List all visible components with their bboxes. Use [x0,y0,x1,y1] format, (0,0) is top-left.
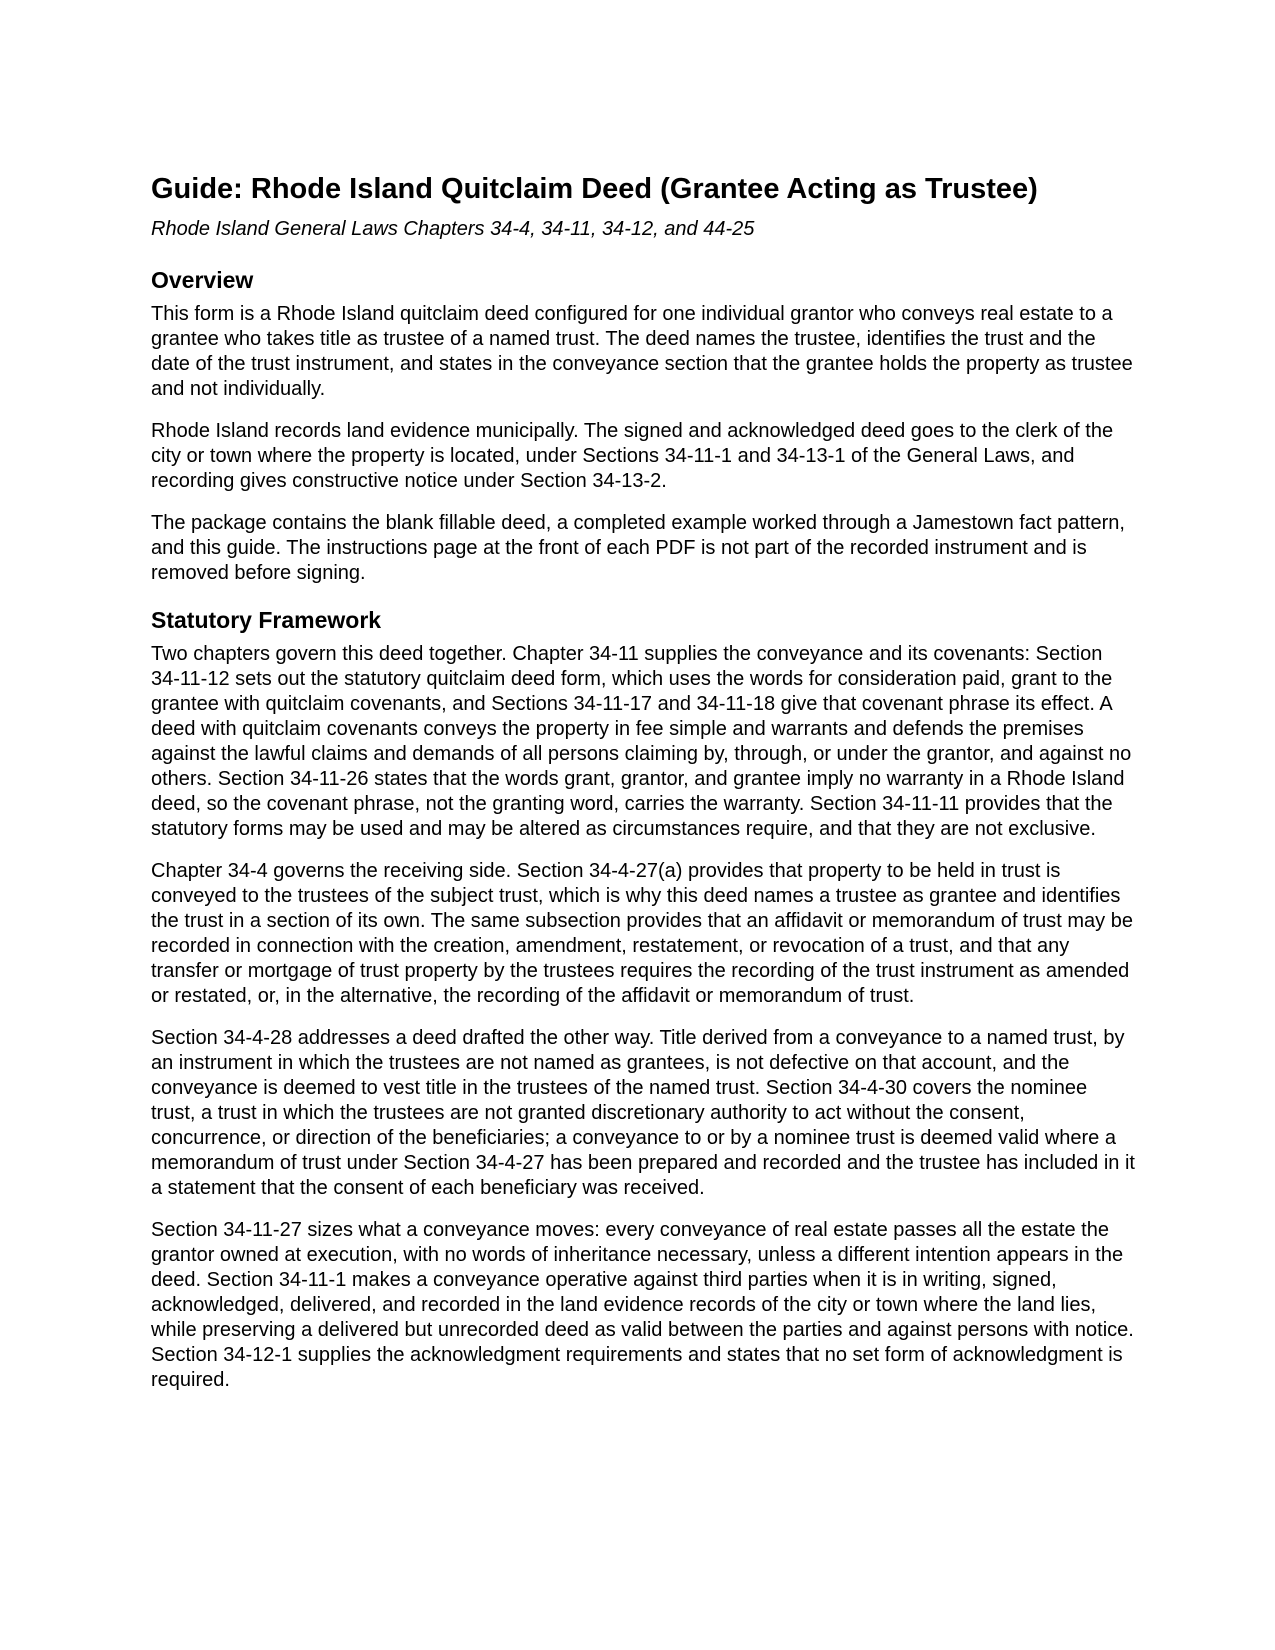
document-title: Guide: Rhode Island Quitclaim Deed (Grantee Acting as Trustee) [151,173,1038,205]
overview-heading: Overview [151,267,254,293]
statutory-framework-paragraph: Chapter 34-4 governs the receiving side. Section 34-4-27(a) provides that property to be held in trust is conveyed to the trustees of the subject trust, which is why this deed names a trustee as grantee and identifies the trust in a section of its own. The same subsection provides that an affidavit or memorandum of trust may be recorded in connection with the creation, amendment, restatement, or revocation of a trust, and that any transfer or mortgage of trust property by the trustees requires the recording of the trust instrument as amended or restated, or, in the alternative, the recording of the affidavit or memorandum of trust. [151,860,1133,1007]
document-subtitle: Rhode Island General Laws Chapters 34-4, 34-11, 34-12, and 44-25 [151,218,755,240]
overview-paragraph: This form is a Rhode Island quitclaim deed configured for one individual grantor who conveys real estate to a grantee who takes title as trustee of a named trust. The deed names the trustee, identifies the trust and the date of the trust instrument, and states in the conveyance section that the grantee holds the property as trustee and not individually. [151,303,1133,400]
statutory-framework-section [151,606,1136,1393]
statutory-framework-heading: Statutory Framework [151,607,382,633]
overview-section [151,266,1136,586]
statutory-framework-paragraph: Section 34-4-28 addresses a deed drafted the other way. Title derived from a conveyance to a named trust, by an instrument in which the trustees are not named as grantees, is not defective on that account, and the conveyance is deemed to vest title in the trustees of the named trust. Section 34-4-30 covers the nominee trust, a trust in which the trustees are not granted discretionary authority to act without the consent, concurrence, or direction of the beneficiaries; a conveyance to or by a nominee trust is deemed valid where a memorandum of trust under Section 34-4-27 has been prepared and recorded and the trustee has included in it a statement that the consent of each beneficiary was received. [151,1027,1135,1199]
statutory-framework-paragraph: Section 34-11-27 sizes what a conveyance moves: every conveyance of real estate passes all the estate the grantor owned at execution, with no words of inheritance necessary, unless a different intention appears in the deed. Section 34-11-1 makes a conveyance operative against third parties when it is in writing, signed, acknowledged, delivered, and recorded in the land evidence records of the city or town where the land lies, while preserving a delivered but unrecorded deed as valid between the parties and against persons with notice. Section 34-12-1 supplies the acknowledgment requirements and states that no set form of acknowledgment is required. [151,1219,1134,1391]
statutory-framework-paragraph: Two chapters govern this deed together. Chapter 34-11 supplies the conveyance and its covenants: Section 34-11-12 sets out the statutory quitclaim deed form, which uses the words for consideration paid, grant to the grantee with quitclaim covenants, and Sections 34-11-17 and 34-11-18 give that covenant phrase its effect. A deed with quitclaim covenants conveys the property in fee simple and warrants and defends the premises against the lawful claims and demands of all persons claiming by, through, or under the grantor, and against no others. Section 34-11-26 states that the words grant, grantor, and grantee imply no warranty in a Rhode Island deed, so the covenant phrase, not the granting word, carries the warranty. Section 34-11-11 provides that the statutory forms may be used and may be altered as circumstances require, and that they are not exclusive. [151,643,1132,840]
overview-paragraph: The package contains the blank fillable deed, a completed example worked through a Jamestown fact pattern, and this guide. The instructions page at the front of each PDF is not part of the recorded instrument and is removed before signing. [151,512,1125,584]
document-page [151,172,1136,1393]
overview-paragraph: Rhode Island records land evidence municipally. The signed and acknowledged deed goes to the clerk of the city or town where the property is located, under Sections 34-11-1 and 34-13-1 of the General Laws, and recording gives constructive notice under Section 34-13-2. [151,420,1114,492]
